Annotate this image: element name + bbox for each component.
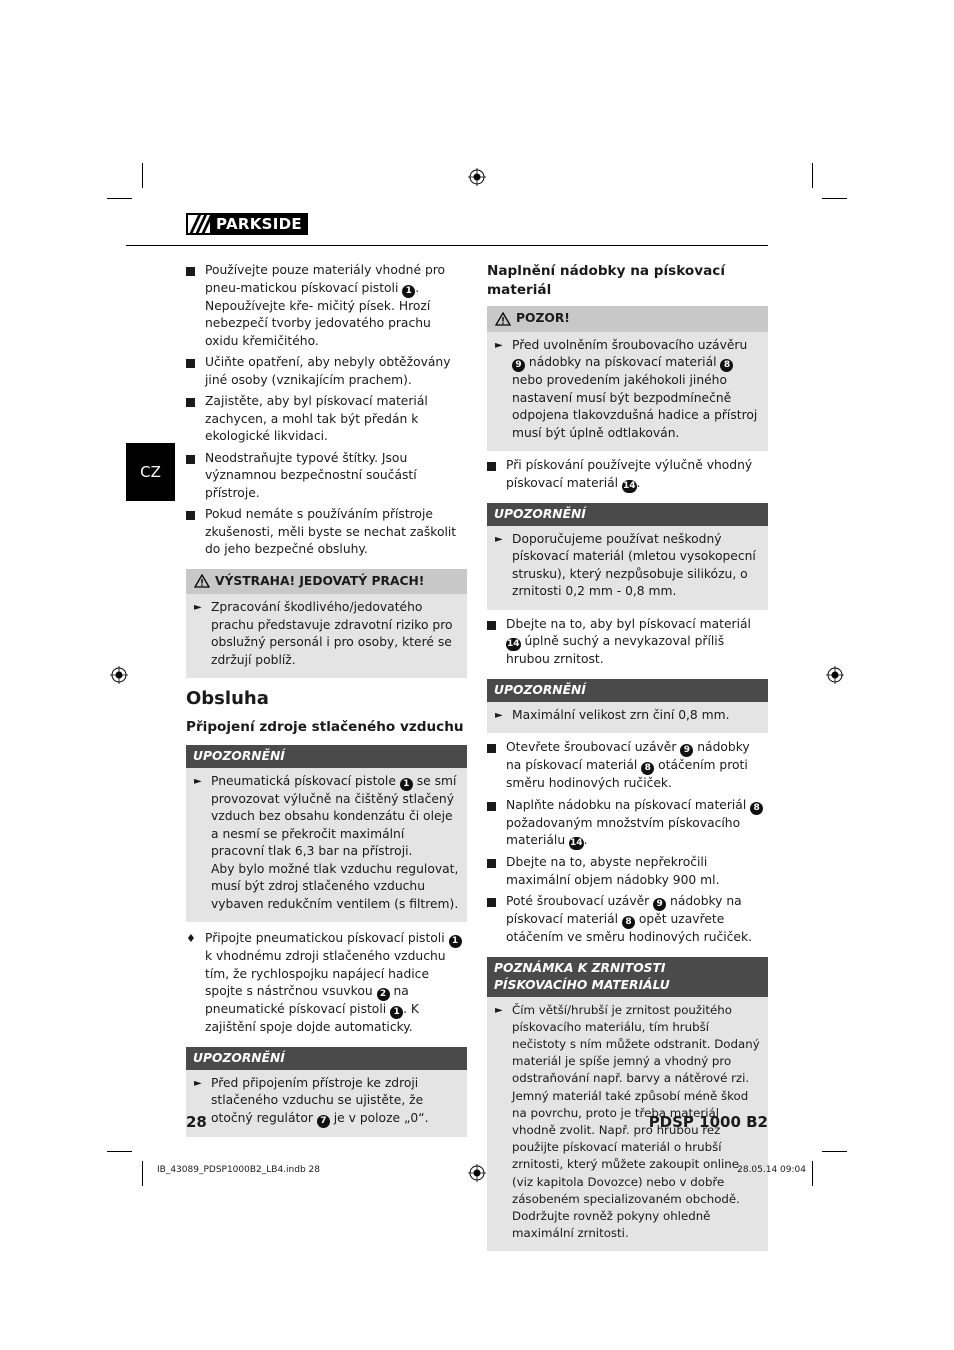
part-number-badge: 8 bbox=[750, 802, 763, 815]
bullet-square-icon bbox=[487, 859, 496, 868]
note-box bbox=[487, 679, 768, 734]
registration-mark-icon bbox=[468, 168, 486, 186]
list-item: Při pískování používejte výlučně vhodný pískovací materiál 14. bbox=[487, 457, 768, 493]
part-number-badge: 1 bbox=[449, 935, 462, 948]
part-number-badge: 14 bbox=[507, 639, 520, 649]
arrow-icon: ► bbox=[194, 1077, 202, 1089]
part-number-badge: 7 bbox=[317, 1115, 330, 1128]
warning-triangle-icon bbox=[495, 312, 511, 326]
list-item: Otevřete šroubovací uzávěr 9 nádobky na pískovací materiál 8 otáčením proti směru hodinových ručiček. bbox=[487, 739, 768, 793]
note-header: UPOZORNĚNÍ bbox=[487, 503, 768, 526]
note-box bbox=[487, 503, 768, 610]
arrow-item: ► Maximální velikost zrn činí 0,8 mm. bbox=[493, 707, 762, 725]
part-number-badge: 2 bbox=[377, 988, 390, 1001]
registration-mark-icon bbox=[468, 1164, 486, 1182]
list-item: Zajistěte, aby byl pískovací materiál zachycen, a mohl tak být předán k ekologické likvidaci. bbox=[186, 393, 467, 446]
list-item: Používejte pouze materiály vhodné pro pneu-matickou pískovací pistoli 1 . Nepoužívejte kře- mičitý písek. Hrozí nebezpečí tvorby jedovatého prachu oxidu křemičitého. bbox=[186, 262, 467, 350]
crop-mark bbox=[142, 1161, 143, 1186]
part-number-badge: 1 bbox=[390, 1006, 403, 1019]
list-item: Naplňte nádobku na pískovací materiál 8 požadovaným množstvím pískovacího materiálu 14. bbox=[487, 797, 768, 851]
logo-slashes-icon bbox=[186, 213, 210, 235]
warning-box bbox=[186, 569, 467, 679]
print-slug: IB_43089_PDSP1000B2_LB4.indb 28 bbox=[157, 1165, 320, 1175]
list-item: Neodstraňujte typové štítky. Jsou významnou bezpečnostní součástí přístroje. bbox=[186, 450, 467, 503]
list-item: Učiňte opatření, aby nebyly obtěžovány jiné osoby (vznikajícím prachem). bbox=[186, 354, 467, 389]
parkside-logo bbox=[186, 213, 308, 235]
crop-mark bbox=[812, 163, 813, 188]
part-number-badge: 1 bbox=[400, 778, 413, 791]
note-header: POZNÁMKA K ZRNITOSTI PÍSKOVACÍHO MATERIÁLU bbox=[487, 957, 768, 997]
language-tab: CZ bbox=[126, 443, 175, 501]
brand-name: PARKSIDE bbox=[210, 213, 308, 235]
registration-mark-icon bbox=[826, 666, 844, 684]
step-item: ♦ Připojte pneumatickou pískovací pistoli 1 k vhodnému zdroji stlačeného vzduchu tím, že rychlospojku napájecí hadice spojte s nástrčnou vsuvkou 2 na pneumatické pískovací pistoli 1 . K zajištění spoje dojde automaticky. bbox=[186, 930, 467, 1037]
right-column bbox=[487, 262, 768, 1257]
note-header: UPOZORNĚNÍ bbox=[186, 1047, 467, 1070]
part-number-badge: 8 bbox=[622, 916, 635, 929]
arrow-icon: ► bbox=[495, 709, 503, 721]
arrow-icon: ► bbox=[194, 602, 202, 613]
list-item: Dbejte na to, abyste nepřekročili maximální objem nádobky 900 ml. bbox=[487, 854, 768, 889]
arrow-item: ► Před uvolněním šroubovacího uzávěru 9 nádobky na pískovací materiál 8 nebo provedením jakéhokoli jiného nastavení musí být bezpodmínečně odpojena tlakovzdušná hadice a přístroj musí být úplně odtlakován. bbox=[495, 337, 758, 440]
list-item: Dbejte na to, aby byl pískovací materiál 14 úplně suchý a nevykazoval příliš hrubou zrnitost. bbox=[487, 616, 768, 669]
arrow-icon: ► bbox=[495, 1004, 503, 1016]
list-item: Pokud nemáte s používáním přístroje zkušenosti, měli byste se nechat zaškolit do jeho bezpečné obsluhy. bbox=[186, 506, 467, 559]
note-box bbox=[186, 1047, 467, 1137]
bullet-square-icon bbox=[186, 267, 195, 276]
bullet-square-icon bbox=[186, 511, 195, 520]
note-header: UPOZORNĚNÍ bbox=[186, 745, 467, 768]
part-number-badge: 9 bbox=[680, 744, 693, 757]
print-date: 28.05.14 09:04 bbox=[737, 1165, 806, 1175]
part-number-badge: 9 bbox=[512, 359, 525, 372]
section-title: Obsluha bbox=[186, 688, 269, 709]
crop-mark bbox=[822, 1151, 847, 1152]
part-number-badge: 14 bbox=[570, 838, 583, 848]
bullet-square-icon bbox=[487, 898, 496, 907]
crop-mark bbox=[142, 163, 143, 188]
arrow-item: ► Zpracování škodlivého/jedovatého prachu představuje zdravotní riziko pro obslužný personál i pro osoby, které se zdržují poblíž. bbox=[194, 600, 453, 667]
section-heading: Naplnění nádobky na pískovací materiál bbox=[487, 263, 726, 298]
left-column bbox=[186, 262, 467, 1143]
header-rule bbox=[126, 245, 768, 246]
bullet-square-icon bbox=[186, 359, 195, 368]
bullet-square-icon bbox=[487, 802, 496, 811]
arrow-icon: ► bbox=[194, 775, 202, 787]
arrow-icon: ► bbox=[495, 533, 503, 545]
note-box bbox=[186, 745, 467, 923]
caution-header: POZOR! bbox=[487, 306, 768, 332]
bullet-square-icon bbox=[487, 744, 496, 753]
arrow-item: ► Čím větší/hrubší je zrnitost použitého pískovacího materiálu, tím hrubší nečistoty s ním můžete odstranit. Dodaný materiál je spíše jemný a vhodný pro odstraňování např. barvy a nátěrové rzi. Jemný materiál také způsobí méně škod na povrchu, proto je třeba materiál vhodně zvolit. Např. pro hrubou rez použijte pískovací materiál o hrubší zrnitosti, který můžete zakoupit online (viz kapitola Dovozce) nebo v dobře zásobeném specializovaném obchodě. Dodržujte rovněž pokyny ohledně maximální zrnitosti. bbox=[495, 1002, 760, 1241]
part-number-badge: 9 bbox=[653, 898, 666, 911]
arrow-icon: ► bbox=[495, 339, 503, 351]
note-box bbox=[487, 957, 768, 1252]
model-name: PDSP 1000 B2 bbox=[648, 1113, 768, 1131]
part-number-badge: 8 bbox=[641, 762, 654, 775]
registration-mark-icon bbox=[110, 666, 128, 684]
page-number: 28 bbox=[186, 1113, 207, 1131]
note-header: UPOZORNĚNÍ bbox=[487, 679, 768, 702]
part-number-badge: 14 bbox=[622, 480, 636, 491]
bullet-square-icon bbox=[186, 455, 195, 464]
part-number-badge: 8 bbox=[720, 359, 733, 372]
caution-box bbox=[487, 306, 768, 451]
warning-triangle-icon bbox=[194, 574, 210, 588]
arrow-item: ► Pneumatická pískovací pistole 1 se smí provozovat výlučně na čištěný stlačený vzduch bez obsahu kondenzátu či oleje a nesmí se překročit maximální pracovní tlak 6,3 bar na přístroji. Aby bylo možné tlak vzduchu regulovat, musí být zdroj stlačeného vzduchu vybaven redukčním ventilem (s filtrem). bbox=[194, 773, 459, 911]
list-item: Poté šroubovací uzávěr 9 nádobky na pískovací materiál 8 opět uzavřete otáčením ve směru hodinových ručiček. bbox=[487, 893, 768, 947]
warning-header: VÝSTRAHA! JEDOVATÝ PRACH! bbox=[186, 569, 467, 595]
part-number-badge: 1 bbox=[402, 285, 415, 298]
subsection-title: Připojení zdroje stlačeného vzduchu bbox=[186, 718, 464, 735]
crop-mark bbox=[812, 1161, 813, 1186]
arrow-item: ► Doporučujeme používat neškodný pískovací materiál (mletou vysokopecní strusku), který nezpůsobuje silikózu, o zrnitosti 0,2 mm - 0,8 mm. bbox=[495, 531, 756, 598]
bullet-square-icon bbox=[186, 398, 195, 407]
bullet-square-icon bbox=[487, 621, 496, 630]
diamond-bullet-icon: ♦ bbox=[186, 932, 196, 945]
crop-mark bbox=[107, 1151, 132, 1152]
crop-mark bbox=[107, 198, 132, 199]
bullet-square-icon bbox=[487, 462, 496, 471]
crop-mark bbox=[822, 198, 847, 199]
arrow-item: ► Před připojením přístroje ke zdroji stlačeného vzduchu se ujistěte, že otočný regulátor 7 je v poloze „0“. bbox=[194, 1075, 429, 1126]
